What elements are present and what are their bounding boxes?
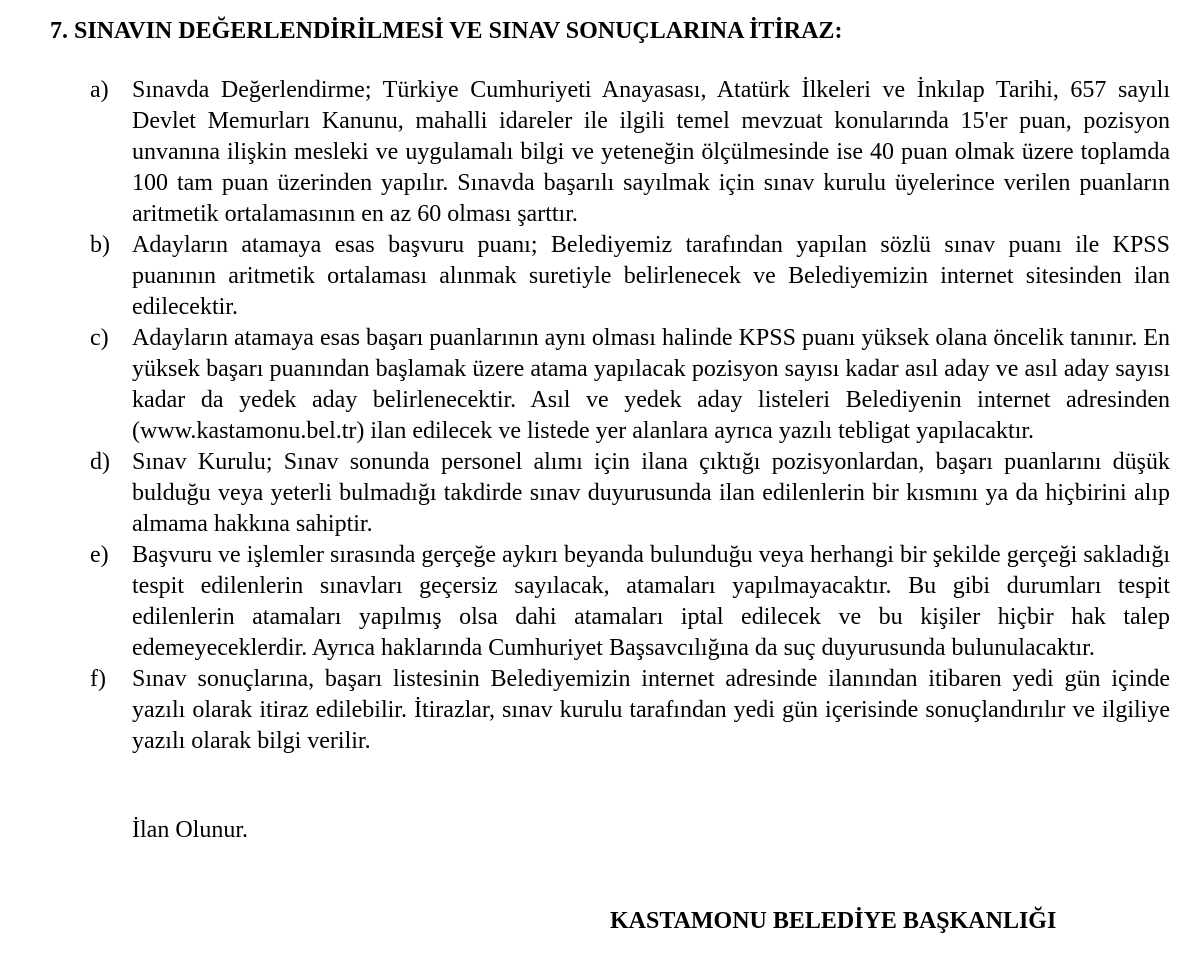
list-item bbox=[90, 230, 1170, 323]
issuer-signature: KASTAMONU BELEDİYE BAŞKANLIĞI bbox=[610, 908, 1057, 934]
item-text: Sınav sonuçlarına, başarı listesinin Belediyemizin internet adresinde ilanından itibaren yedi gün içinde yazılı olarak itiraz edilebilir. İtirazlar, sınav kurulu tarafından yedi gün içerisinde sonuçlandırılır ve ilgiliye yazılı olarak bilgi verilir. bbox=[132, 666, 1170, 754]
list-item bbox=[90, 75, 1170, 230]
section-heading: 7. SINAVIN DEĞERLENDİRİLMESİ VE SINAV SONUÇLARINA İTİRAZ: bbox=[50, 18, 843, 44]
closing-statement: İlan Olunur. bbox=[132, 817, 248, 843]
item-text: Adayların atamaya esas başarı puanlarının aynı olması halinde KPSS puanı yüksek olana öncelik tanınır. En yüksek başarı puanından başlamak üzere atama yapılacak pozisyon sayısı kadar asıl aday ve asıl aday sayısı kadar da yedek aday belirlenecektir. Asıl ve yedek aday listeleri Belediyenin internet adresinden (www.kastamonu.bel.tr) ilan edilecek ve listede yer alanlara ayrıca yazılı tebligat yapılacaktır. bbox=[132, 325, 1170, 444]
item-text: Başvuru ve işlemler sırasında gerçeğe aykırı beyanda bulunduğu veya herhangi bir şekilde gerçeği sakladığı tespit edilenlerin sınavları geçersiz sayılacak, atamaları yapılmayacaktır. Bu gibi durumları tespit edilenlerin atamaları yapılmış olsa dahi atamaları iptal edilecek ve bu kişiler hiçbir hak talep edemeyeceklerdir. Ayrıca haklarında Cumhuriyet Başsavcılığına da suç duyurusunda bulunulacaktır. bbox=[132, 542, 1170, 661]
item-marker: e) bbox=[90, 542, 109, 568]
item-text: Sınav Kurulu; Sınav sonunda personel alımı için ilana çıktığı pozisyonlardan, başarı puanlarını düşük bulduğu veya yeterli bulmadığı takdirde sınav duyurusunda ilan edilenlerin bir kısmını ya da hiçbirini alıp almama hakkına sahiptir. bbox=[132, 449, 1170, 537]
item-text: Sınavda Değerlendirme; Türkiye Cumhuriyeti Anayasası, Atatürk İlkeleri ve İnkılap Tarihi, 657 sayılı Devlet Memurları Kanunu, mahalli idareler ile ilgili temel mevzuat konularında 15'er puan, pozisyon unvanına ilişkin mesleki ve uygulamalı bilgi ve yeteneğin ölçülmesinde ise 40 puan olmak üzere toplamda 100 tam puan üzerinden yapılır. Sınavda başarılı sayılmak için sınav kurulu üyelerince verilen puanların aritmetik ortalamasının en az 60 olması şarttır. bbox=[132, 77, 1170, 227]
item-marker: d) bbox=[90, 449, 110, 475]
list-item bbox=[90, 323, 1170, 447]
item-marker: c) bbox=[90, 325, 109, 351]
list-item bbox=[90, 540, 1170, 664]
list-item bbox=[90, 664, 1170, 757]
item-text: Adayların atamaya esas başvuru puanı; Belediyemiz tarafından yapılan sözlü sınav puanı ile KPSS puanının aritmetik ortalaması alınmak suretiyle belirlenecek ve Belediyemizin internet sitesinden ilan edilecektir. bbox=[132, 232, 1170, 320]
item-marker: f) bbox=[90, 666, 106, 692]
evaluation-rules-list bbox=[90, 75, 1170, 757]
item-marker: b) bbox=[90, 232, 110, 258]
item-marker: a) bbox=[90, 77, 109, 103]
list-item bbox=[90, 447, 1170, 540]
